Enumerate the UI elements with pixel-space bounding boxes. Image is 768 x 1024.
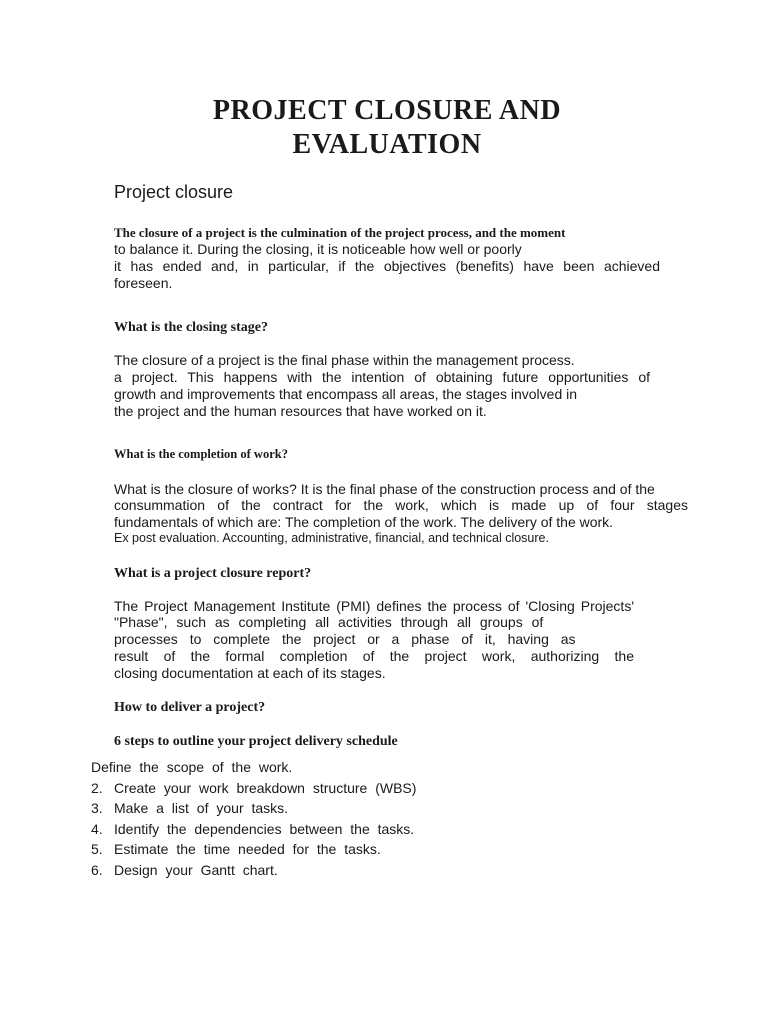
list-item-text: Define the scope of the work.	[91, 759, 293, 775]
closing-stage-heading: What is the closing stage?	[114, 320, 268, 335]
closing-stage-line-2: a project. This happens with the intention of obtaining future opportunities of	[114, 369, 650, 385]
completion-line-3: fundamentals of which are: The completion of the work. The delivery of the work.	[114, 514, 614, 530]
report-line-2: "Phase", such as completing all activities through all groups of	[114, 614, 544, 630]
document-title-line-2: EVALUATION	[292, 129, 482, 160]
list-item-number: 6.	[91, 862, 103, 878]
list-item	[91, 841, 381, 857]
deliver-subheading: 6 steps to outline your project delivery schedule	[114, 734, 398, 749]
list-item-text: Make a list of your tasks.	[114, 800, 289, 816]
document-title	[170, 94, 604, 162]
closing-stage-line-4: the project and the human resources that have worked on it.	[114, 403, 487, 419]
intro-line-2: to balance it. During the closing, it is noticeable how well or poorly	[114, 241, 522, 257]
intro-line-4: foreseen.	[114, 275, 173, 291]
list-item	[91, 821, 414, 837]
section-heading-project-closure: Project closure	[114, 182, 234, 202]
deliver-heading: How to deliver a project?	[114, 700, 266, 715]
report-line-1: The Project Management Institute (PMI) defines the process of 'Closing Projects'	[114, 598, 634, 614]
report-line-5: closing documentation at each of its stages.	[114, 665, 386, 681]
list-item	[91, 800, 288, 816]
closing-stage-line-3: growth and improvements that encompass all areas, the stages involved in	[114, 386, 578, 402]
report-line-4: result of the formal completion of the project work, authorizing the	[114, 648, 634, 664]
list-item-text: Design your Gantt chart.	[114, 862, 278, 878]
closing-stage-line-1: The closure of a project is the final phase within the management process.	[114, 352, 575, 368]
list-item	[91, 759, 292, 775]
list-item	[91, 780, 416, 796]
list-item-number: 3.	[91, 800, 103, 816]
list-item-number: 2.	[91, 780, 103, 796]
document-title-line-1: PROJECT CLOSURE AND	[212, 95, 562, 126]
list-item-number: 5.	[91, 841, 103, 857]
report-heading: What is a project closure report?	[114, 566, 312, 581]
completion-line-2: consummation of the contract for the work, which is made up of four stages	[114, 497, 688, 513]
report-line-3: processes to complete the project or a phase of it, having as	[114, 631, 576, 647]
completion-line-1: What is the closure of works? It is the final phase of the construction process and of the	[114, 481, 655, 497]
intro-line-1: The closure of a project is the culmination of the project process, and the moment	[114, 225, 566, 240]
list-item-text: Identify the dependencies between the tasks.	[114, 821, 415, 837]
completion-heading: What is the completion of work?	[114, 447, 288, 461]
completion-line-4: Ex post evaluation. Accounting, administrative, financial, and technical closure.	[114, 531, 549, 545]
list-item	[91, 862, 278, 878]
list-item-text: Create your work breakdown structure (WBS)	[114, 780, 417, 796]
list-item-number: 4.	[91, 821, 103, 837]
intro-line-3: it has ended and, in particular, if the objectives (benefits) have been achieved	[114, 258, 660, 274]
list-item-text: Estimate the time needed for the tasks.	[114, 841, 381, 857]
